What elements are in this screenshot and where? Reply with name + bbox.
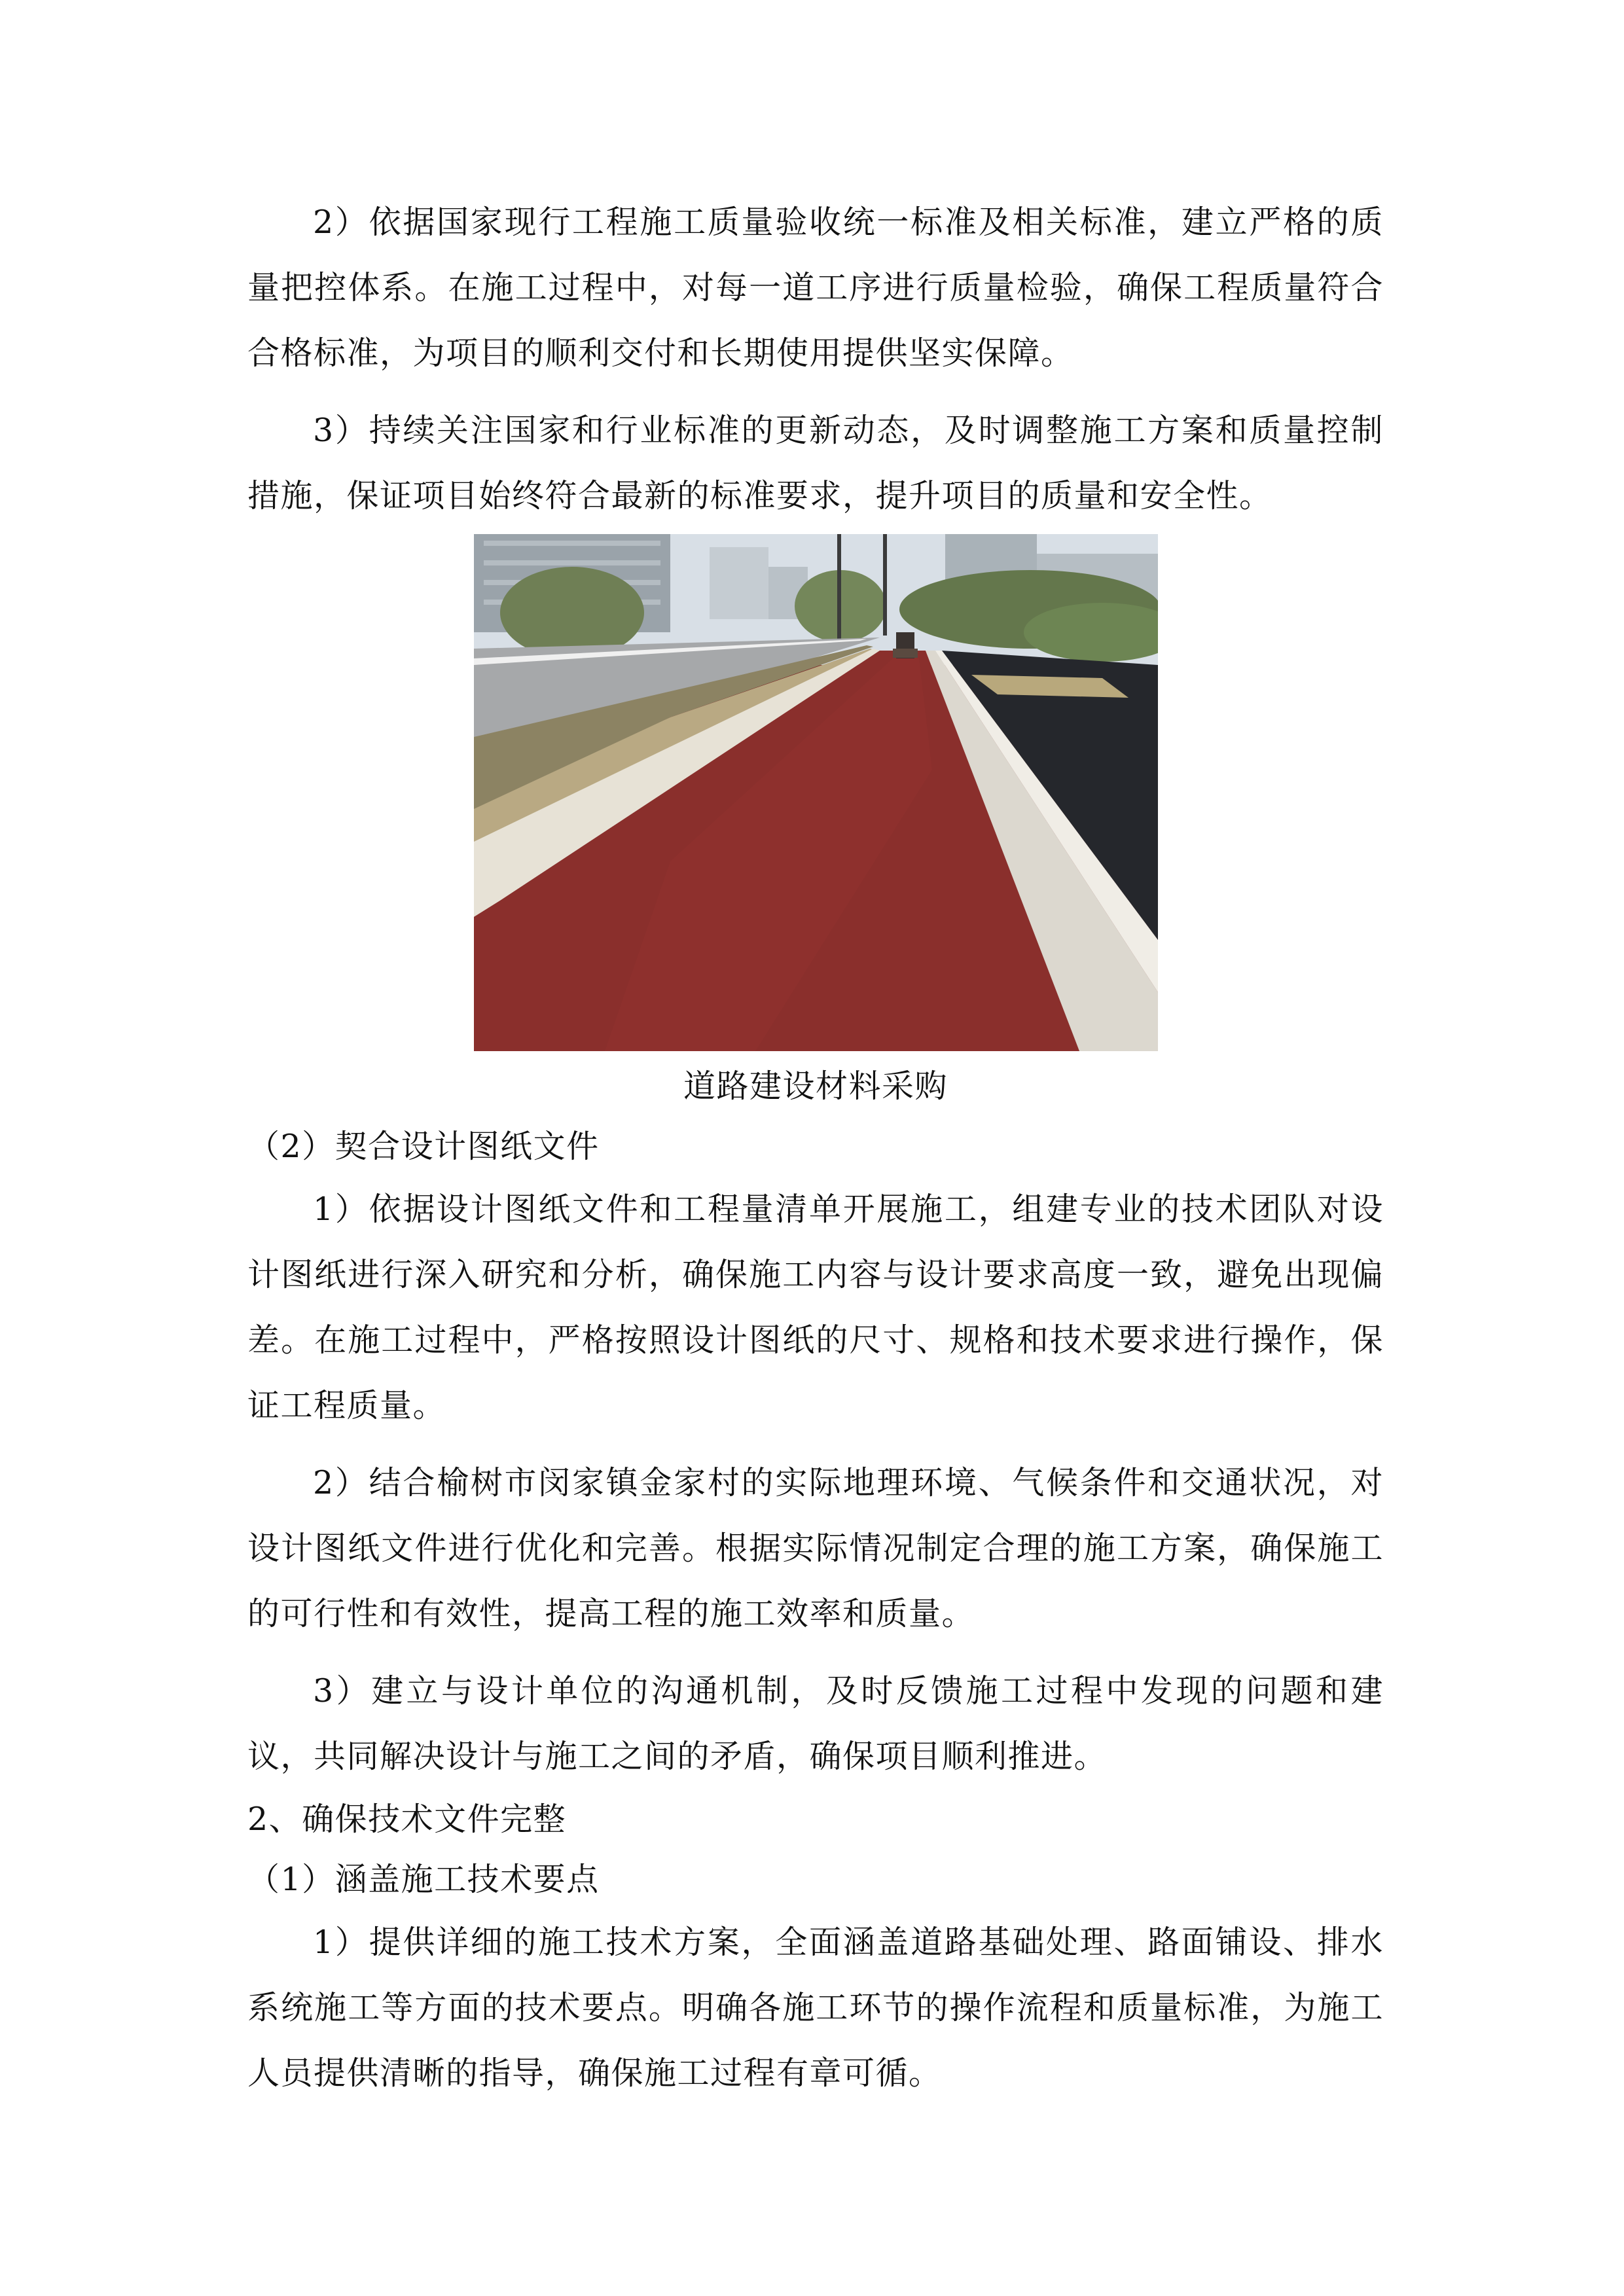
section-heading-technical-documents: 2、确保技术文件完整 bbox=[247, 1801, 567, 1838]
subsection-heading-technical-points: （1）涵盖施工技术要点 bbox=[247, 1861, 600, 1898]
section-heading-design-drawings: （2）契合设计图纸文件 bbox=[247, 1128, 600, 1165]
page-content bbox=[247, 190, 1384, 2106]
paragraph-design-drawings-2: 2）结合榆树市闵家镇金家村的实际地理环境、气候条件和交通状况，对设计图纸文件进行优化和完善。根据实际情况制定合理的施工方案，确保施工的可行性和有效性，提高工程的施工效率和质量。 bbox=[247, 1464, 1384, 1632]
paragraph-design-drawings-1: 1）依据设计图纸文件和工程量清单开展施工，组建专业的技术团队对设计图纸进行深入研究和分析，确保施工内容与设计要求高度一致，避免出现偏差。在施工过程中，严格按照设计图纸的尺寸、规格和技术要求进行操作，保证工程质量。 bbox=[247, 1191, 1384, 1424]
paragraph-quality-standard: 2）依据国家现行工程施工质量验收统一标准及相关标准，建立严格的质量把控体系。在施工过程中，对每一道工序进行质量检验，确保工程质量符合合格标准，为项目的顺利交付和长期使用提供坚实保障。 bbox=[247, 204, 1384, 372]
paragraph-standard-updates: 3）持续关注国家和行业标准的更新动态，及时调整施工方案和质量控制措施，保证项目始终符合最新的标准要求，提升项目的质量和安全性。 bbox=[247, 412, 1384, 514]
paragraph-technical-points-1: 1）提供详细的施工技术方案，全面涵盖道路基础处理、路面铺设、排水系统施工等方面的技术要点。明确各施工环节的操作流程和质量标准，为施工人员提供清晰的指导，确保施工过程有章可循。 bbox=[247, 1924, 1384, 2092]
road-construction-photo bbox=[474, 534, 1158, 1051]
paragraph-design-drawings-3: 3）建立与设计单位的沟通机制，及时反馈施工过程中发现的问题和建议，共同解决设计与施工之间的矛盾，确保项目顺利推进。 bbox=[247, 1672, 1384, 1775]
road-photo-illustration bbox=[474, 534, 1158, 1051]
figure bbox=[247, 534, 1384, 1117]
figure-caption: 道路建设材料采购 bbox=[683, 1067, 948, 1105]
